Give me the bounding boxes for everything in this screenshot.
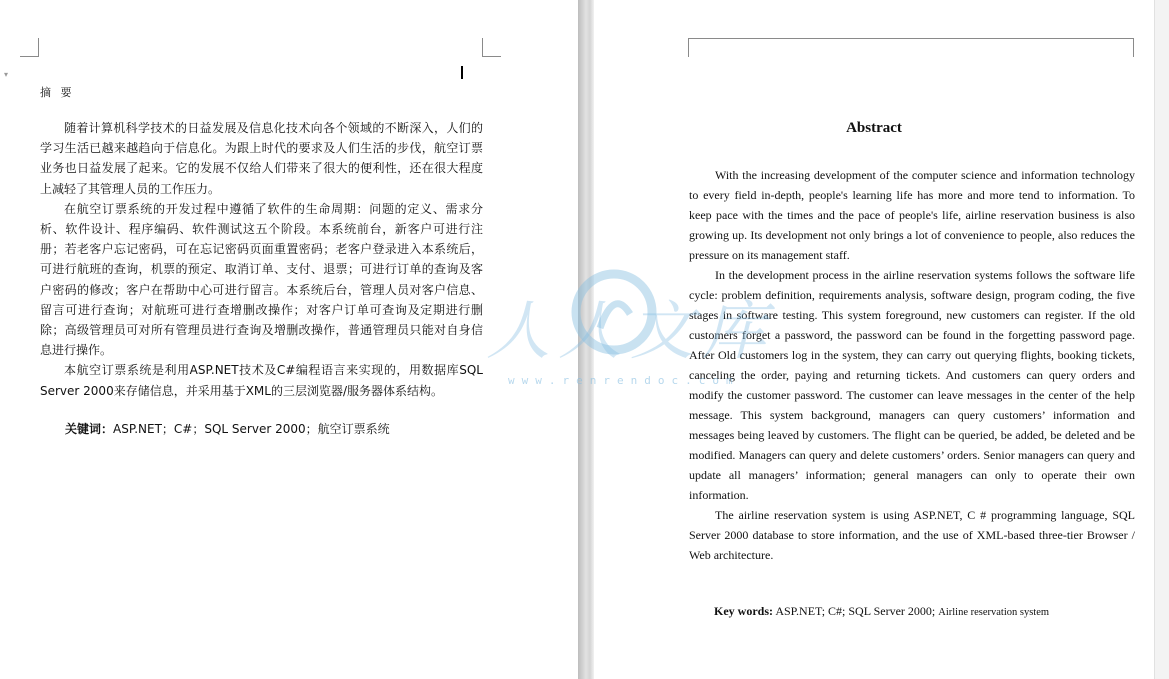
- chinese-keywords-value: ASP.NET；C#；SQL Server 2000；航空订票系统: [113, 422, 390, 436]
- vertical-scrollbar[interactable]: [1154, 0, 1169, 679]
- watermark-text: 人人文库: [486, 295, 774, 369]
- crop-mark-top-frame: [688, 38, 1134, 57]
- english-paragraph-2: In the development process in the airline reservation systems follows the software life cycle: problem definition, requirements analysis, software design, program coding, the five stages in software testing. This system foreground, new customers can register. If the old customers forget a password, the password can be found in the forgetting password page. After Old customers log in the system, they can carry out querying flights, booking tickets, canceling the order, paying and returning tickets. And customers can query orders and modify the customer password. The customer can leave messages in the center of the help message. This system background, managers can query customers’ information and messages being leaved by customers. The flight can be queried, be added, be deleted and be modified. Managers can query and delete customers’ orders. Senior managers can query and update all managers’ information; general managers can only to operate their own information.: [689, 268, 1135, 502]
- chinese-abstract-body[interactable]: [40, 118, 483, 401]
- chinese-keywords-label: 关键词：: [65, 422, 114, 436]
- chinese-keywords-line: [65, 420, 390, 437]
- crop-mark-top-right: [482, 38, 501, 57]
- english-paragraph-1: With the increasing development of the computer science and information technology to every field in-depth, people's learning life has more and more tend to information. To keep pace with the times and the pace of people's life, airline reservation business is also growing up. Its development not only brings a lot of convenience to people, also reduces the pressure on its management staff.: [689, 168, 1135, 262]
- english-keywords-label: Key words:: [714, 604, 773, 618]
- english-paragraph-3: The airline reservation system is using ASP.NET, C # programming language, SQL Server 2000 database to store information, and the use of XML-based three-tier Browser / Web architecture.: [689, 508, 1135, 562]
- chinese-abstract-heading: 摘 要: [40, 86, 75, 99]
- english-keywords-line: [714, 604, 1049, 619]
- ruler-marker-icon: ▾: [4, 70, 9, 79]
- chinese-paragraph-3: 本航空订票系统是利用ASP.NET技术及C#编程语言来实现的，用数据库SQL Server 2000来存储信息，并采用基于XML的三层浏览器/服务器体系结构。: [40, 363, 483, 398]
- crop-mark-top-left: [20, 38, 39, 57]
- english-abstract-title: Abstract: [846, 120, 902, 136]
- watermark: [486, 258, 774, 398]
- text-cursor: [461, 66, 463, 79]
- english-keywords-last: Airline reservation system: [938, 607, 1050, 618]
- chinese-paragraph-2: 在航空订票系统的开发过程中遵循了软件的生命周期：问题的定义、需求分析、软件设计、程序编码、软件测试这五个阶段。本系统前台，新客户可进行注册；若老客户忘记密码，可在忘记密码页面重置密码；老客户登录进入本系统后，可进行航班的查询，机票的预定、取消订单、支付、退票；可进行订单的查询及客户密码的修改；客户在帮助中心可进行留言。本系统后台，管理人员对客户信息、留言可进行查询；对航班可进行查增删改操作；对客户订单可查询及定期进行删除；高级管理员可对所有管理员进行查询及增删改操作，普通管理员只能对自身信息进行操作。: [40, 201, 483, 358]
- chinese-paragraph-1: 随着计算机科学技术的日益发展及信息化技术向各个领域的不断深入，人们的学习生活已越来越趋向于信息化。为跟上时代的要求及人们生活的步伐，航空订票业务也日益发展了起来。它的发展不仅给人们带来了很大的便利性，还在很大程度上减轻了其管理人员的工作压力。: [40, 121, 483, 196]
- english-keywords-value: ASP.NET; C#; SQL Server 2000;: [775, 604, 936, 618]
- watermark-url: www.renrendoc.com: [508, 374, 740, 387]
